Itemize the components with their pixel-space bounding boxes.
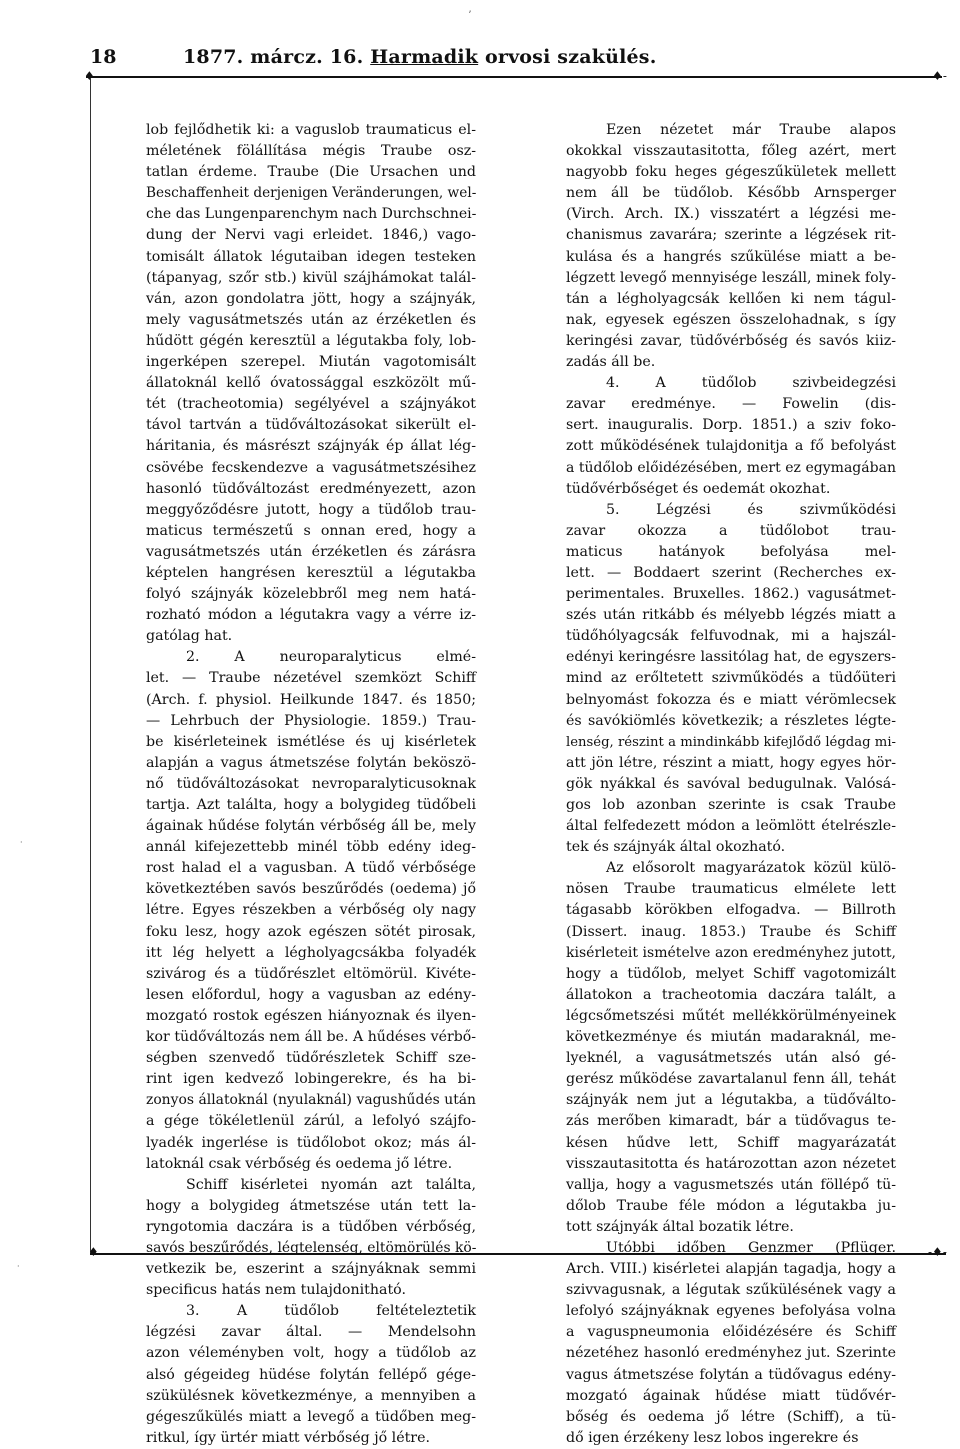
page-number: 18 bbox=[90, 46, 117, 68]
text-line: méletének fölállítása mégis Traube osz- bbox=[146, 143, 476, 160]
text-line: mely vagusátmetszés után az érzéketlen és bbox=[146, 311, 476, 328]
running-title-underlined: Harmadik bbox=[370, 46, 479, 68]
corner-dot: · bbox=[17, 1262, 20, 1271]
text-line: zonyos állatoknál (nyulaknál) vagushűdés után bbox=[146, 1092, 476, 1109]
text-line: Beschaffenheit derjenigen Veränderungen, wel- bbox=[146, 185, 477, 202]
text-line: zavar eredménye. — Fowelin (dis- bbox=[566, 396, 896, 413]
text-line: tatlan érdeme. Traube (Die Ursachen und bbox=[146, 164, 476, 181]
text-line: képtelen hangrésen keresztül a légutakba bbox=[146, 564, 476, 581]
header-rule bbox=[86, 76, 942, 78]
text-line: kor tüdőváltozás nem áll be. A hűdéses vérbő- bbox=[146, 1029, 476, 1046]
text-line: következtében savós beszűrődés (oedema) jő bbox=[146, 881, 476, 898]
text-line: rost halad el a vagusban. A tüdő vérbősége bbox=[146, 860, 476, 877]
text-line: kulása és a hangrés szűkülése miatt a be- bbox=[566, 248, 896, 265]
text-line: latoknál csak vérbőség és oedema jő létre. bbox=[146, 1155, 453, 1172]
right-column bbox=[566, 120, 896, 1449]
text-line: távol tartván a tüdőváltozásokat sikerült el- bbox=[146, 417, 476, 434]
text-line: hasonló tüdőváltozást eredményezett, azon bbox=[146, 480, 476, 497]
text-line: Schiff kisérletei nyomán azt találta, bbox=[186, 1176, 476, 1193]
text-line: létre. Egyes részekben a vérbőség oly nagy bbox=[146, 902, 476, 919]
text-line: Utóbbi időben Genzmer (Pflüger. bbox=[606, 1239, 896, 1256]
text-line: hogy a tüdőlob, melyet Schiff vagotomizált bbox=[566, 965, 896, 982]
text-line: tüdővérbőséget és oedemát okozhat. bbox=[566, 480, 831, 497]
text-line: tágasabb körökben elfogadva. — Billroth bbox=[566, 902, 896, 919]
text-line: rozható módon a légutakra vagy a vérre iz- bbox=[146, 607, 476, 624]
left-column bbox=[146, 120, 476, 1449]
text-line: (Dissert. inaug. 1853.) Traube és Schiff bbox=[566, 923, 896, 940]
text-line: mozgató rostok egészen hiányoznak és ilyen- bbox=[146, 1007, 476, 1024]
text-line: foku lesz, hogy azok egészen sötét pirosak, bbox=[146, 923, 476, 940]
running-title-pre: 1877. márcz. 16. bbox=[183, 46, 371, 68]
text-line: légzési zavar által. — Mendelsohn bbox=[146, 1324, 476, 1341]
text-line: alsó gégeideg hüdése folytán fellépő gége- bbox=[146, 1366, 476, 1383]
text-line: lett. — Boddaert szerint (Recherches ex- bbox=[566, 564, 896, 581]
text-line: sert. inauguralis. Dorp. 1851.) a sziv foko- bbox=[566, 417, 896, 434]
text-line: ségben szenvedő tüdőrészletek Schiff sze- bbox=[146, 1050, 476, 1067]
text-line: (Arch. f. physiol. Heilkunde 1847. és 1850; bbox=[146, 691, 476, 708]
header-rule-ornament-left: ♦ bbox=[84, 69, 95, 83]
text-line: dung der Nervi vagi erleidet. 1846,) vago- bbox=[146, 227, 476, 244]
text-line: lesen előfordul, hogy a vagusban az edény- bbox=[146, 986, 476, 1003]
text-line: tek és szájnyák által okozható. bbox=[566, 839, 786, 856]
text-line: (tápanyag, szőr stb.) kivül szájhámokat talál- bbox=[146, 269, 476, 286]
text-line: tüdőhólyagcsák felfuvodnak, mi a hajszál- bbox=[566, 628, 896, 645]
text-line: chanismus zavarára; szerinte a légzések rit- bbox=[566, 227, 896, 244]
text-line: tán a légholyagcsák kellően ki nem tágul- bbox=[566, 290, 896, 307]
text-line: nagyobb foku heges gégeszűkületek mellett bbox=[566, 164, 896, 181]
text-line: lyadék ingerlése is tüdőlobot okoz; más ál- bbox=[146, 1134, 476, 1151]
text-line: vagusátmetszés után érzéketlen és zárásra bbox=[146, 543, 476, 560]
text-line: zás merőben kimaradt, bár a tüdővagus te- bbox=[566, 1113, 896, 1130]
text-line: perimentales. Bruxelles. 1862.) vagusátmet- bbox=[566, 586, 896, 603]
text-line: nő tüdőváltozásokat nevroparalyticusoknak bbox=[146, 775, 476, 792]
text-line: 5. Légzési és szivműködési bbox=[606, 501, 896, 518]
text-line: rint igen kedvező lobingerekre, és ha bi- bbox=[146, 1071, 476, 1088]
footer-rule bbox=[90, 1253, 946, 1255]
text-line: állatoknál kellő óvatossággal eszközölt mű- bbox=[146, 375, 476, 392]
text-line: a tüdőlob előidézésében, mert ez egymagában bbox=[566, 459, 896, 476]
text-line: a vaguspneumonia előidézésére és Schiff bbox=[566, 1324, 896, 1341]
text-line: légzett levegő mennyisége leszáll, minek foly- bbox=[566, 269, 896, 286]
text-line: nösen Traube traumaticus elmélete lett bbox=[566, 881, 896, 898]
text-line: gök nyákkal és savóval bedugulnak. Valósá- bbox=[566, 775, 896, 792]
text-line: azon véleményben volt, hogy a tüdőlob az bbox=[146, 1345, 476, 1362]
text-line: állatokon a tracheotomia daczára talált, a bbox=[566, 986, 896, 1003]
text-line: késen hűdve lett, Schiff magyarázatát bbox=[566, 1134, 896, 1151]
text-line: att jön létre, részint a miatt, hogy egyes hör- bbox=[566, 754, 896, 771]
text-line: gégeszűkülés miatt a levegő a tüdőben meg- bbox=[146, 1408, 476, 1425]
text-line: hogy a bolygideg átmetszése után tett la- bbox=[146, 1197, 476, 1214]
text-line: nézetéhez hasonló eredményhez jut. Szerinte bbox=[566, 1345, 896, 1362]
text-line: és savókiömlés következik; a részletes légte- bbox=[566, 712, 896, 729]
text-line: zott működésének tulajdonitja a fő befolyást bbox=[566, 438, 896, 455]
text-line: ván, azon gondolatra jött, hogy a szájnyák, bbox=[146, 290, 476, 307]
text-line: Az elősorolt magyarázatok közül külö- bbox=[606, 860, 896, 877]
text-line: tartja. Azt találta, hogy a bolygideg tüdőbeli bbox=[146, 797, 476, 813]
text-line: 2. A neuroparalyticus elmé- bbox=[186, 649, 476, 666]
text-line: lyeknél, a vagusátmetszés után alsó gé- bbox=[566, 1050, 896, 1067]
text-line: okokkal visszautasitotta, főleg azért, mert bbox=[566, 143, 896, 160]
text-line: gerész működése zavartalanul fenn áll, tehát bbox=[566, 1071, 896, 1088]
text-line: hűdött gégén keresztül a légutakba foly, lob- bbox=[146, 332, 476, 349]
text-line: let. — Traube nézetével szemközt Schiff bbox=[146, 670, 476, 687]
text-line: nem áll be tüdőlob. Később Arnsperger bbox=[566, 185, 896, 202]
text-line: visszautasitotta és határozottan azon nézetet bbox=[566, 1155, 896, 1172]
text-line: keringési zavar, tüdővérbőség és savós kiiz- bbox=[566, 332, 896, 349]
text-line: savós beszűrődés, légtelenség, eltömörülés kö- bbox=[146, 1239, 477, 1256]
text-line: következménye és miután madaraknál, me- bbox=[566, 1029, 896, 1046]
text-line: (Virch. Arch. IX.) visszatért a légzési me- bbox=[566, 206, 896, 223]
text-line: zavar okozza a tüdőlobot trau- bbox=[566, 522, 896, 539]
stray-mark: ʼ bbox=[468, 10, 472, 21]
footer-rule-ornament-right: -♦- bbox=[928, 1245, 947, 1259]
text-line: edényi keringésre lassitólag hat, de egyszers- bbox=[566, 649, 896, 666]
text-line: tomisált állatok légutaiban idegen testeken bbox=[146, 248, 476, 265]
running-title bbox=[183, 46, 657, 68]
text-line: 3. A tüdőlob feltételeztetik bbox=[186, 1303, 476, 1320]
text-line: kisérleteit ismételve azon eredményhez jutott, bbox=[566, 944, 896, 961]
text-line: belnyomást fokozza és e miatt vérömlecsek bbox=[566, 691, 896, 708]
text-line: ryngotomia daczára is a tüdőben vérbőség, bbox=[146, 1218, 476, 1235]
text-line: szivárog és a tüdőrészlet eltömörül. Kivéte- bbox=[146, 965, 476, 982]
text-line: che das Lungenparenchym nach Durchschnei- bbox=[146, 206, 477, 223]
text-line: tott szájnyák által bozatik létre. bbox=[566, 1218, 794, 1235]
text-line: szivvagusnak, a légutak szűkülésének vagy a bbox=[566, 1282, 896, 1299]
text-line: dő igen érzékeny lesz lobos ingerekre és bbox=[566, 1429, 859, 1446]
text-line: ritkul, így ürtér miatt vérbőség jő létre. bbox=[146, 1429, 430, 1446]
text-line: dőlob Traube féle módon a légutakba ju- bbox=[566, 1197, 896, 1214]
text-line: zadás áll be. bbox=[566, 354, 656, 371]
header-rule-ornament-right: -♦- bbox=[928, 69, 947, 83]
text-line: bőség és oedema jő létre (Schiff), a tü- bbox=[566, 1408, 896, 1425]
text-line: gos lob azonban szerinte is csak Traube bbox=[566, 797, 896, 813]
text-line: — Lehrbuch der Physiologie. 1859.) Trau- bbox=[146, 712, 476, 729]
footer-rule-ornament-left: ♦ bbox=[88, 1245, 99, 1259]
text-line: specificus hatás nem tulajdonitható. bbox=[146, 1282, 406, 1299]
text-line: ágainak hűdése folytán vérbőség áll be, mely bbox=[146, 818, 476, 835]
text-line: szájnyák nem jut a légutakba, a tüdőválto- bbox=[566, 1092, 896, 1109]
text-line: a gége tökéletlenül zárúl, a lefolyó szájfo- bbox=[146, 1113, 476, 1130]
text-line: gatólag hat. bbox=[146, 628, 233, 645]
text-line: légcsőmetszési műtét mellékkörülményeinek bbox=[566, 1007, 896, 1024]
text-line: vallja, hogy a vagusmetszés után föllépő tü- bbox=[566, 1176, 896, 1193]
text-line: csövébe fecskendezve a vagusátmetszésihez bbox=[146, 459, 476, 476]
text-line: lenség, részint a mindinkább kifejlődő légdag mi- bbox=[566, 734, 896, 750]
text-line: folyó szájnyák közelebbről meg nem hatá- bbox=[146, 586, 476, 603]
text-line: maticus hatányok befolyása mel- bbox=[566, 543, 896, 560]
margin-line bbox=[90, 78, 91, 1254]
text-line: háritania, és másrészt szájnyák ép állat lég- bbox=[146, 438, 476, 455]
text-line: alapján a vagus átmetszése folytán beköszö- bbox=[146, 754, 476, 771]
text-line: szés után ritkább és mélyebb légzés miatt a bbox=[566, 607, 896, 624]
running-title-post: orvosi szakülés. bbox=[478, 46, 657, 68]
text-line: maticus természetű s onnan ered, hogy a bbox=[146, 522, 476, 539]
text-line: által felfedezett módon a leömlött ételrészle- bbox=[566, 818, 896, 835]
text-line: vagus átmetszése folytán a tüdővagus edény- bbox=[566, 1366, 896, 1383]
text-line: ingerképen szerepel. Miután vagotomisált bbox=[146, 354, 476, 371]
text-line: itt lég helyett a légholyagcsákba folyadék bbox=[146, 944, 476, 961]
margin-dot: · bbox=[20, 838, 23, 847]
text-line: nak, egyesek egészen összelohadnak, s így bbox=[566, 311, 896, 328]
text-line: tét (tracheotomia) segélyével a szájnyákot bbox=[146, 396, 476, 413]
text-line: vetkezik be, eszerint a szájnyáknak semmi bbox=[146, 1261, 476, 1278]
text-line: lob fejlődhetik ki: a vaguslob traumaticus el- bbox=[146, 122, 476, 138]
text-line: be kisérleteinek ismétlése és uj kisérletek bbox=[146, 733, 476, 750]
text-line: meggyőződésre jutott, hogy a tüdőlob trau- bbox=[146, 501, 476, 518]
text-line: mozgató ágainak hűdése miatt tüdővér- bbox=[566, 1387, 896, 1404]
text-line: Arch. VIII.) kisérletei alapján tagadja, hogy a bbox=[566, 1261, 896, 1278]
text-line: annál kifejezettebb minél több edény ideg- bbox=[146, 839, 476, 856]
text-line: 4. A tüdőlob szivbeidegzési bbox=[606, 375, 896, 392]
text-line: szükülésnek következménye, a mennyiben a bbox=[146, 1387, 476, 1404]
text-line: mind az erőltetett szivműködés a tüdőüteri bbox=[566, 670, 896, 687]
text-line: Ezen nézetet már Traube alapos bbox=[606, 122, 896, 138]
text-line: lefolyó szájnyáknak egyenes befolyása volna bbox=[566, 1303, 896, 1320]
